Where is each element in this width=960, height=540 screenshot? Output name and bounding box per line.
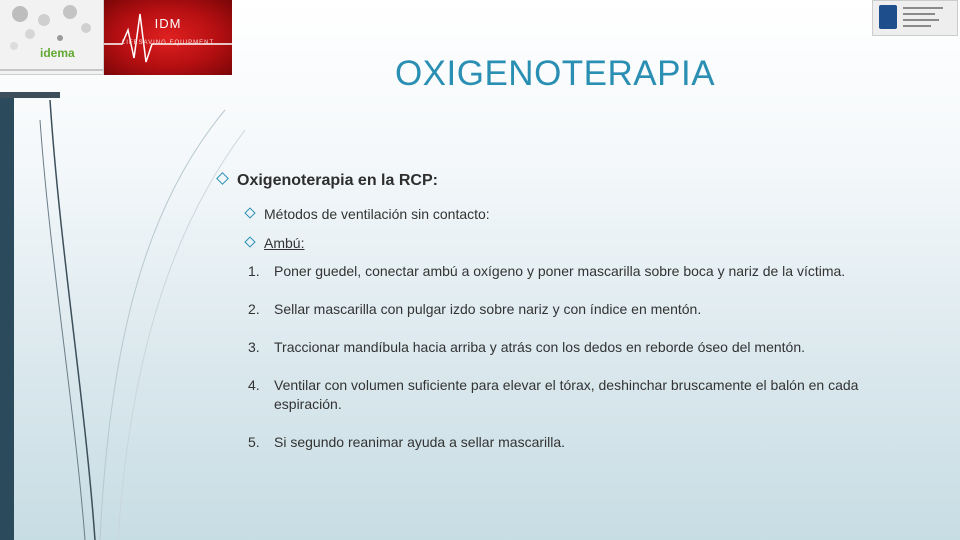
list-item: 1. Poner guedel, conectar ambú a oxígeno y poner mascarilla sobre boca y nariz de la víctima. — [248, 263, 846, 279]
section-heading: Oxigenoterapia en la RCP: — [218, 172, 438, 190]
idema-logo-graphic — [0, 0, 103, 74]
diamond-bullet-icon — [216, 172, 229, 185]
diamond-bullet-icon — [244, 236, 255, 247]
subpoint-methods: Métodos de ventilación sin contacto: — [246, 206, 490, 222]
steps-list — [248, 262, 884, 471]
idm-logo-name: IDM — [154, 16, 182, 31]
idm-logo-tagline: LIFESAVING EQUIPMENT — [121, 40, 215, 46]
subpoint-ambu: Ambú: — [246, 235, 304, 251]
idema-wordmark: idema — [40, 46, 75, 60]
page-title: OXIGENOTERAPIA — [394, 54, 716, 93]
heartbeat-line-icon — [104, 0, 232, 75]
list-item: 4. Ventilar con volumen suficiente para elevar el tórax, deshinchar bruscamente el balón en cada espiración. — [248, 377, 859, 412]
diamond-bullet-icon — [244, 207, 255, 218]
certification-badge — [872, 0, 958, 36]
list-item: 3. Traccionar mandíbula hacia arriba y atrás con los dedos en reborde óseo del mentón. — [248, 339, 806, 355]
certification-badge-icon — [879, 5, 897, 29]
idema-logo — [0, 0, 104, 75]
decorative-curves — [0, 0, 260, 540]
idm-logo — [104, 0, 232, 75]
list-item: 2. Sellar mascarilla con pulgar izdo sobre nariz y con índice en mentón. — [248, 301, 702, 317]
list-item: 5. Si segundo reanimar ayuda a sellar mascarilla. — [248, 434, 566, 450]
